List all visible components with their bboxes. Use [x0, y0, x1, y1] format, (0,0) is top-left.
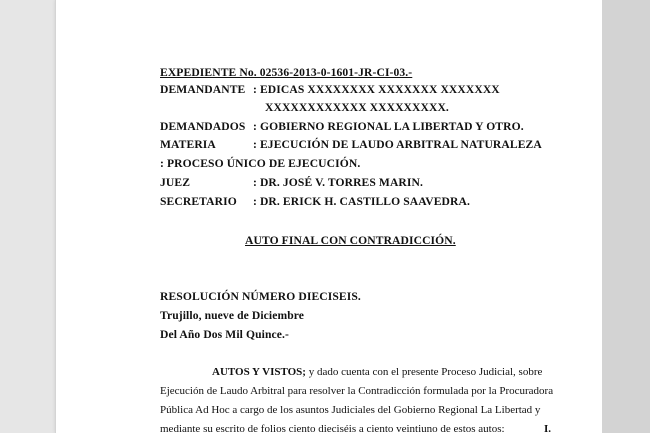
secretary-label: SECRETARIO — [160, 195, 237, 208]
resolution-place-date: Trujillo, nueve de Diciembre — [160, 309, 305, 322]
case-number: EXPEDIENTE No. 02536-2013-0-1601-JR-CI-03.- — [160, 66, 413, 79]
body-paragraph-line-1 — [212, 365, 542, 379]
viewer-right-margin — [602, 0, 650, 433]
body-paragraph-line-2: Ejecución de Laudo Arbitral para resolver la Contradicción formulada por la Procuradora — [160, 385, 554, 397]
plaintiff-label: DEMANDANTE — [160, 83, 246, 96]
judge-label: JUEZ — [160, 176, 191, 189]
plaintiff-value: : EDICAS XXXXXXXX XXXXXXX XXXXXXX — [253, 83, 500, 96]
body-line-4-end: I. — [544, 423, 552, 433]
defendants-value: : GOBIERNO REGIONAL LA LIBERTAD Y OTRO. — [253, 120, 524, 133]
document-title: AUTO FINAL CON CONTRADICCIÓN. — [245, 234, 456, 247]
body-paragraph-line-3: Pública Ad Hoc a cargo de los asuntos Judiciales del Gobierno Regional La Libertad y — [160, 404, 541, 416]
secretary-value: : DR. ERICK H. CASTILLO SAAVEDRA. — [253, 195, 470, 208]
plaintiff-value-continued: XXXXXXXXXXXX XXXXXXXXX. — [265, 101, 449, 114]
body-paragraph-line-4 — [160, 422, 552, 433]
subject-value: : EJECUCIÓN DE LAUDO ARBITRAL NATURALEZA — [253, 138, 542, 151]
resolution-year: Del Año Dos Mil Quince.- — [160, 328, 289, 341]
resolution-number: RESOLUCIÓN NÚMERO DIECISEIS. — [160, 290, 361, 303]
subject-value-continued: : PROCESO ÚNICO DE EJECUCIÓN. — [160, 157, 361, 170]
defendants-label: DEMANDADOS — [160, 120, 246, 133]
judge-value: : DR. JOSÉ V. TORRES MARIN. — [253, 176, 423, 189]
subject-label: MATERIA — [160, 138, 216, 151]
body-line-4-text: mediante su escrito de folios ciento dieciséis a ciento veintiuno de estos autos: — [160, 423, 505, 433]
document-page — [56, 0, 602, 433]
body-lead: AUTOS Y VISTOS; — [212, 366, 306, 378]
body-line-1-text: y dado cuenta con el presente Proceso Judicial, sobre — [305, 366, 543, 378]
